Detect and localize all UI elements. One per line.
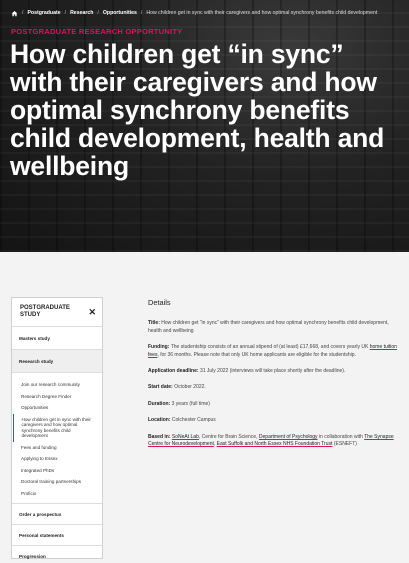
detail-deadline-value: 31 July 2022 (interviews will take place shortly after the deadline). xyxy=(199,368,346,375)
page-title: How children get “in sync” with their caregivers and how optimal synchrony benefits child development, health and wellbeing xyxy=(10,39,385,181)
sidebar-subitem-opportunities[interactable]: Opportunities xyxy=(21,405,49,410)
hero-banner xyxy=(0,0,409,252)
details-heading: Details xyxy=(148,298,171,307)
sidebar-subnav xyxy=(12,373,102,504)
breadcrumb-separator: / xyxy=(140,10,143,16)
detail-based-in xyxy=(148,434,398,449)
home-icon[interactable] xyxy=(11,10,18,17)
detail-start-date xyxy=(148,384,398,391)
detail-funding xyxy=(148,344,398,359)
detail-funding-text: The studentship consists of an annual stipend of (at least) £17,668, and covers yearly UK xyxy=(170,344,369,351)
details-section xyxy=(148,299,398,457)
detail-start-label: Start date: xyxy=(148,384,173,391)
sidebar-subitem-fees-funding[interactable]: Fees and funding xyxy=(21,444,57,450)
detail-based-text-1: , Centre for Brain Science, xyxy=(198,433,258,440)
detail-based-label: Based in: xyxy=(148,433,171,440)
detail-deadline xyxy=(148,368,398,375)
close-icon[interactable]: ✕ xyxy=(88,306,96,317)
detail-location xyxy=(148,417,398,424)
sidebar-item-order-prospectus[interactable]: Order a prospectus xyxy=(12,504,102,525)
detail-duration-value: 3 years (full time) xyxy=(171,400,210,407)
breadcrumb-separator: / xyxy=(22,10,24,16)
breadcrumb-research[interactable]: Research xyxy=(70,10,94,16)
breadcrumb xyxy=(11,7,377,19)
detail-duration xyxy=(148,401,398,408)
breadcrumb-opportunities[interactable]: Opportunities xyxy=(102,10,137,16)
sidebar-subitem-proficio[interactable]: Proficio xyxy=(21,490,37,496)
sidebar-subitem-applying[interactable]: Applying to Essex xyxy=(21,456,58,461)
sidebar-subitem-research-community[interactable]: Join our research community xyxy=(21,382,80,387)
esneft-link[interactable]: East Suffolk and North Essex NHS Foundation Trust xyxy=(216,441,333,448)
detail-deadline-label: Application deadline: xyxy=(148,368,199,375)
page-eyebrow: POSTGRADUATE RESEARCH OPPORTUNITY xyxy=(11,27,183,36)
sidebar-nav xyxy=(11,297,103,559)
detail-based-text-2: in collaboration with xyxy=(318,433,363,440)
breadcrumb-postgraduate[interactable]: Postgraduate xyxy=(27,10,61,16)
synapse-centre-link[interactable]: The Synapse Centre for Neurodevelopment xyxy=(148,433,394,448)
sidebar-heading: POSTGRADUATE STUDY xyxy=(20,305,70,318)
detail-funding-label: Funding: xyxy=(148,344,170,351)
soneat-lab-link[interactable]: SoNeAt Lab xyxy=(171,433,199,440)
detail-based-text-4: (ESNEFT) xyxy=(333,441,357,448)
detail-duration-label: Duration: xyxy=(148,400,171,407)
sidebar-item-personal-statements[interactable]: Personal statements xyxy=(12,525,102,546)
sidebar-header xyxy=(12,298,102,327)
sidebar-item-research-study[interactable]: Research study xyxy=(12,350,102,373)
detail-title xyxy=(148,320,398,335)
sidebar-subitem-degree-finder[interactable]: Research Degree Finder xyxy=(21,393,72,399)
detail-title-label: Title: xyxy=(148,320,160,327)
breadcrumb-separator: / xyxy=(64,10,67,16)
breadcrumb-current: How children get in sync with their caregivers and how optimal synchrony benefits child development xyxy=(146,10,378,16)
sidebar-subitem-integrated-phds[interactable]: Integrated PhDs xyxy=(21,467,55,473)
breadcrumb-separator: / xyxy=(97,10,99,16)
detail-start-value: October 2022. xyxy=(174,384,206,391)
sidebar-subitem-current-page[interactable]: How children get in sync with their caregivers and how optimal synchrony benefits child development xyxy=(13,414,102,442)
detail-funding-text-2: , for 36 months. Please note that only UK home applicants are eligible for the studentship. xyxy=(157,351,356,358)
detail-location-value: Colchester Campus xyxy=(171,417,216,424)
department-psychology-link[interactable]: Department of Psychology xyxy=(258,433,318,440)
detail-title-value: How children get “in sync” with their caregivers and how optimal synchrony benefits child development, health and wellbeing xyxy=(148,320,389,334)
sidebar-item-masters-study[interactable]: Masters study xyxy=(12,327,102,350)
sidebar-item-progression[interactable]: Progression xyxy=(19,554,46,559)
sidebar-subitem-doctoral-partnerships[interactable]: Doctoral training partnerships xyxy=(21,479,82,484)
detail-location-label: Location: xyxy=(148,417,171,424)
detail-based-text-3: , xyxy=(213,441,216,448)
home-tuition-fees-link[interactable]: home tuition fees xyxy=(148,344,397,358)
